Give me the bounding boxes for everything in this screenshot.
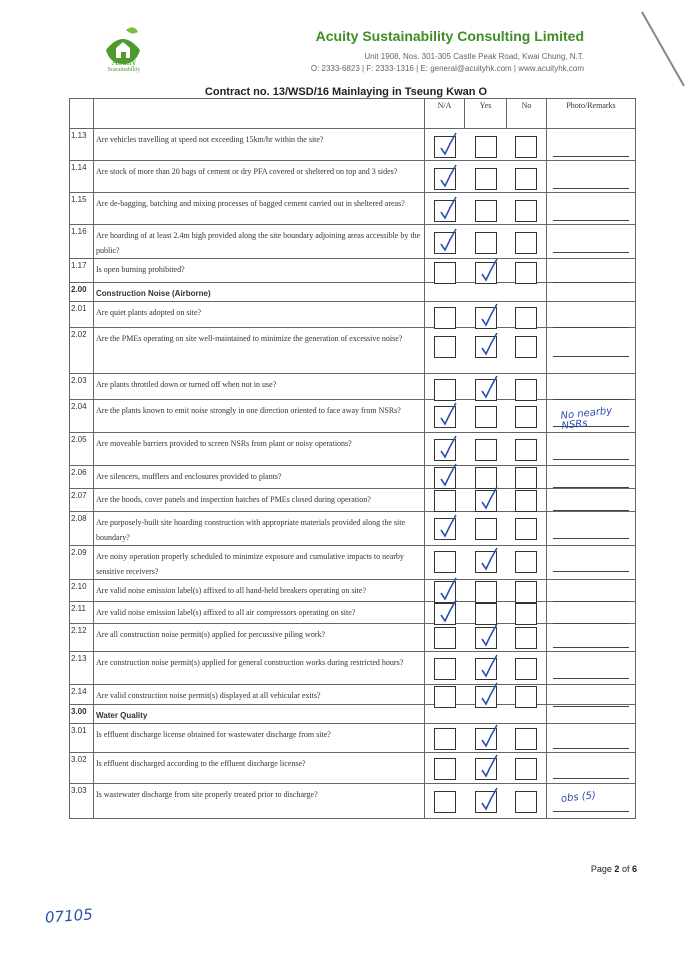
cell-na	[425, 705, 465, 724]
company-address: Unit 1908, Nos. 301-305 Castle Peak Road, Kwai Chung, N.T.	[364, 52, 584, 61]
question-text: Are plants throttled down or turned off when not in use?	[94, 374, 425, 400]
row-number: 2.03	[70, 374, 94, 400]
page-of: of	[621, 864, 630, 874]
cell-remarks	[547, 652, 636, 685]
header-remarks: Photo/Remarks	[547, 99, 636, 129]
handwritten-remark: No nearby NSRs	[560, 405, 613, 432]
checkbox-no[interactable]	[515, 406, 537, 428]
table-row	[70, 512, 636, 546]
checkmark-icon	[478, 485, 500, 513]
cell-remarks	[547, 724, 636, 753]
header-no: No	[507, 99, 547, 129]
checkbox-yes[interactable]	[475, 379, 497, 401]
contract-title: Contract no. 13/WSD/16 Mainlaying in Tseung Kwan O	[204, 86, 488, 98]
checkmark-icon	[437, 195, 459, 223]
remark-line[interactable]	[553, 571, 629, 572]
row-number: 2.12	[70, 624, 94, 652]
remark-line[interactable]	[553, 356, 629, 357]
company-contact-block	[311, 51, 584, 75]
company-contact: O: 2333-6823 | F: 2333-1316 | E: general@acuityhk.com | www.acuityhk.com	[310, 64, 584, 73]
scan-edge-line	[636, 10, 688, 90]
cell-yes	[465, 624, 507, 652]
remark-line[interactable]	[553, 678, 629, 679]
question-text: Are noisy operation properly scheduled to minimize exposure and cumulative impacts to nearby sensitive receivers?	[94, 546, 425, 580]
cell-na	[425, 489, 465, 512]
checkbox-na[interactable]	[434, 658, 456, 680]
checkmark-icon	[478, 374, 500, 402]
checkmark-icon	[478, 753, 500, 781]
question-text: Are valid noise emission label(s) affixed to all hand-held breakers operating on site?	[94, 580, 425, 602]
remark-line[interactable]	[553, 811, 629, 812]
question-text: Are the hoods, cover panels and inspection hatches of PMEs closed during operation?	[94, 489, 425, 512]
checkmark-icon	[478, 302, 500, 330]
checkbox-na[interactable]	[434, 168, 456, 190]
row-number: 2.02	[70, 328, 94, 374]
company-name: Acuity Sustainability Consulting Limited	[315, 28, 584, 44]
cell-na	[425, 129, 465, 161]
row-number: 3.02	[70, 753, 94, 784]
table-row	[70, 753, 636, 784]
checkbox-na[interactable]	[434, 379, 456, 401]
checkbox-yes[interactable]	[475, 658, 497, 680]
cell-na	[425, 602, 465, 624]
cell-no	[507, 512, 547, 546]
checkbox-na[interactable]	[434, 603, 456, 625]
table-row	[70, 652, 636, 685]
cell-no	[507, 302, 547, 328]
table-row	[70, 400, 636, 433]
cell-no	[507, 753, 547, 784]
logo-wordmark	[88, 58, 160, 74]
question-text: Are valid noise emission label(s) affixed to all air compressors operating on site?	[94, 602, 425, 624]
checkmark-icon	[478, 622, 500, 650]
checkmark-icon	[478, 723, 500, 751]
cell-na	[425, 753, 465, 784]
cell-no	[507, 129, 547, 161]
table-row	[70, 225, 636, 259]
remark-line[interactable]	[553, 778, 629, 779]
cell-yes	[465, 652, 507, 685]
cell-no	[507, 193, 547, 225]
cell-remarks	[547, 705, 636, 724]
row-number: 2.08	[70, 512, 94, 546]
cell-no	[507, 433, 547, 466]
cell-yes	[465, 724, 507, 753]
cell-yes	[465, 328, 507, 374]
cell-remarks	[547, 374, 636, 400]
cell-no	[507, 652, 547, 685]
row-number: 2.10	[70, 580, 94, 602]
cell-no	[507, 602, 547, 624]
cell-yes	[465, 193, 507, 225]
remark-line[interactable]	[553, 156, 629, 157]
cell-no	[507, 546, 547, 580]
cell-na	[425, 225, 465, 259]
cell-no	[507, 466, 547, 489]
checkbox-no[interactable]	[515, 728, 537, 750]
cell-yes	[465, 225, 507, 259]
row-number: 3.03	[70, 784, 94, 819]
question-text: Are de-bagging, batching and mixing processes of bagged cement carried out in sheltered areas?	[94, 193, 425, 225]
checkbox-na[interactable]	[434, 490, 456, 512]
checkbox-no[interactable]	[515, 758, 537, 780]
row-number: 3.00	[70, 705, 94, 724]
cell-remarks	[547, 433, 636, 466]
table-row	[70, 685, 636, 705]
cell-no	[507, 374, 547, 400]
cell-na	[425, 546, 465, 580]
header-yes: Yes	[465, 99, 507, 129]
checkbox-yes[interactable]	[475, 262, 497, 284]
cell-no	[507, 225, 547, 259]
cell-na	[425, 283, 465, 302]
cell-remarks	[547, 624, 636, 652]
checkbox-yes[interactable]	[475, 551, 497, 573]
page-total: 6	[631, 864, 637, 874]
table-row	[70, 129, 636, 161]
checkmark-icon	[478, 786, 500, 814]
header-question	[94, 99, 425, 129]
cell-yes	[465, 374, 507, 400]
remark-line[interactable]	[553, 252, 629, 253]
cell-yes	[465, 580, 507, 602]
checkbox-no[interactable]	[515, 168, 537, 190]
checkbox-na[interactable]	[434, 627, 456, 649]
checkmark-icon	[437, 227, 459, 255]
checkbox-na[interactable]	[434, 200, 456, 222]
checkbox-no[interactable]	[515, 551, 537, 573]
cell-yes	[465, 129, 507, 161]
checkbox-yes[interactable]	[475, 728, 497, 750]
cell-na	[425, 784, 465, 819]
cell-yes	[465, 546, 507, 580]
row-number: 2.11	[70, 602, 94, 624]
cell-yes	[465, 302, 507, 328]
table-row	[70, 302, 636, 328]
page-number	[591, 864, 637, 874]
question-text: Are the PMEs operating on site well-maintained to minimize the generation of excessive noise?	[94, 328, 425, 374]
handwritten-remark: obs (5)	[560, 790, 597, 805]
checkbox-no[interactable]	[515, 603, 537, 625]
row-number: 1.13	[70, 129, 94, 161]
cell-na	[425, 302, 465, 328]
checkbox-na[interactable]	[434, 262, 456, 284]
cell-na	[425, 433, 465, 466]
remark-line[interactable]	[553, 188, 629, 189]
checkbox-yes[interactable]	[475, 232, 497, 254]
checkbox-na[interactable]	[434, 791, 456, 813]
question-text: Are purposely-built site hoarding construction with appropriate materials provided along the site boundary?	[94, 512, 425, 546]
checkbox-no[interactable]	[515, 627, 537, 649]
checkbox-na[interactable]	[434, 336, 456, 358]
cell-na	[425, 512, 465, 546]
row-number: 1.17	[70, 259, 94, 283]
question-text: Are the plants known to emit noise strongly in one direction oriented to face away from NSRs?	[94, 400, 425, 433]
cell-yes	[465, 602, 507, 624]
checkbox-na[interactable]	[434, 728, 456, 750]
row-number: 1.14	[70, 161, 94, 193]
remark-line[interactable]	[553, 647, 629, 648]
cell-remarks	[547, 283, 636, 302]
checkbox-no[interactable]	[515, 581, 537, 603]
question-text: Is effluent discharge license obtained for wastewater discharge from site?	[94, 724, 425, 753]
cell-na	[425, 685, 465, 705]
row-number: 3.01	[70, 724, 94, 753]
checkbox-na[interactable]	[434, 439, 456, 461]
row-number: 1.15	[70, 193, 94, 225]
cell-yes	[465, 512, 507, 546]
checkbox-no[interactable]	[515, 439, 537, 461]
cell-remarks	[547, 580, 636, 602]
checkbox-na[interactable]	[434, 406, 456, 428]
checkmark-icon	[437, 131, 459, 159]
cell-yes	[465, 489, 507, 512]
table-header-row	[70, 99, 636, 129]
remark-line[interactable]	[553, 538, 629, 539]
cell-remarks	[547, 302, 636, 328]
checkbox-no[interactable]	[515, 232, 537, 254]
row-number: 2.06	[70, 466, 94, 489]
table-row	[70, 259, 636, 283]
checkmark-icon	[437, 401, 459, 429]
row-number: 2.09	[70, 546, 94, 580]
cell-no	[507, 784, 547, 819]
row-number: 2.05	[70, 433, 94, 466]
row-number: 2.14	[70, 685, 94, 705]
section-heading: Water Quality	[94, 705, 425, 724]
question-text: Are all construction noise permit(s) applied for percussive piling work?	[94, 624, 425, 652]
cell-no	[507, 328, 547, 374]
checkbox-yes[interactable]	[475, 136, 497, 158]
cell-remarks	[547, 225, 636, 259]
cell-remarks	[547, 400, 636, 433]
checkbox-yes[interactable]	[475, 490, 497, 512]
checkmark-icon	[437, 434, 459, 462]
cell-remarks	[547, 489, 636, 512]
cell-remarks	[547, 193, 636, 225]
question-text: Are silencers, mufflers and enclosures provided to plants?	[94, 466, 425, 489]
checkbox-no[interactable]	[515, 136, 537, 158]
cell-na	[425, 328, 465, 374]
checkbox-no[interactable]	[515, 200, 537, 222]
checkmark-icon	[478, 331, 500, 359]
checkmark-icon	[437, 513, 459, 541]
checkmark-icon	[437, 598, 459, 626]
remark-line[interactable]	[553, 220, 629, 221]
cell-na	[425, 259, 465, 283]
checkbox-no[interactable]	[515, 336, 537, 358]
checkmark-icon	[478, 546, 500, 574]
question-text: Are valid construction noise permit(s) displayed at all vehicular exits?	[94, 685, 425, 705]
cell-no	[507, 624, 547, 652]
checkmark-icon	[478, 257, 500, 285]
checkbox-no[interactable]	[515, 467, 537, 489]
checkbox-no[interactable]	[515, 658, 537, 680]
table-row	[70, 433, 636, 466]
cell-no	[507, 685, 547, 705]
question-text: Is wastewater discharge from site properly treated prior to discharge?	[94, 784, 425, 819]
cell-remarks	[547, 512, 636, 546]
cell-yes	[465, 283, 507, 302]
cell-no	[507, 580, 547, 602]
cell-yes	[465, 753, 507, 784]
question-text: Are hoarding of at least 2.4m high provided along the site boundary adjoining areas accessible by the public?	[94, 225, 425, 259]
checkbox-yes[interactable]	[475, 791, 497, 813]
question-text: Are vehicles travelling at speed not exceeding 15km/hr within the site?	[94, 129, 425, 161]
cell-no	[507, 400, 547, 433]
checklist-table	[69, 98, 636, 819]
cell-remarks	[547, 784, 636, 819]
checkbox-no[interactable]	[515, 307, 537, 329]
checkbox-yes[interactable]	[475, 406, 497, 428]
cell-remarks	[547, 129, 636, 161]
row-number: 2.00	[70, 283, 94, 302]
question-text: Are quiet plants adopted on site?	[94, 302, 425, 328]
cell-no	[507, 259, 547, 283]
cell-yes	[465, 400, 507, 433]
cell-remarks	[547, 466, 636, 489]
question-text: Is open burning prohibited?	[94, 259, 425, 283]
row-number: 2.01	[70, 302, 94, 328]
cell-remarks	[547, 546, 636, 580]
header-num	[70, 99, 94, 129]
table-row	[70, 602, 636, 624]
question-text: Are stock of more than 20 bags of cement or dry PFA covered or sheltered on top and 3 sides?	[94, 161, 425, 193]
checkbox-yes[interactable]	[475, 627, 497, 649]
checkbox-no[interactable]	[515, 379, 537, 401]
checkbox-na[interactable]	[434, 307, 456, 329]
table-row	[70, 283, 636, 302]
cell-na	[425, 400, 465, 433]
cell-na	[425, 724, 465, 753]
question-text: Are moveable barriers provided to screen NSRs from plant or noisy operations?	[94, 433, 425, 466]
cell-yes	[465, 685, 507, 705]
question-text: Are construction noise permit(s) applied for general construction works during restricted hours?	[94, 652, 425, 685]
cell-remarks	[547, 753, 636, 784]
page-current: 2	[614, 864, 620, 874]
checkbox-na[interactable]	[434, 551, 456, 573]
cell-na	[425, 374, 465, 400]
checkmark-icon	[437, 462, 459, 490]
table-row	[70, 624, 636, 652]
checkbox-na[interactable]	[434, 136, 456, 158]
cell-na	[425, 161, 465, 193]
checkbox-yes[interactable]	[475, 518, 497, 540]
checkbox-yes[interactable]	[475, 336, 497, 358]
cell-yes	[465, 705, 507, 724]
cell-remarks	[547, 685, 636, 705]
cell-remarks	[547, 259, 636, 283]
cell-remarks	[547, 161, 636, 193]
checkbox-no[interactable]	[515, 518, 537, 540]
checkbox-yes[interactable]	[475, 307, 497, 329]
row-number: 2.13	[70, 652, 94, 685]
cell-yes	[465, 259, 507, 283]
cell-remarks	[547, 328, 636, 374]
table-row	[70, 580, 636, 602]
cell-no	[507, 705, 547, 724]
checkbox-yes[interactable]	[475, 439, 497, 461]
table-row	[70, 161, 636, 193]
table-row	[70, 784, 636, 819]
checkbox-na[interactable]	[434, 518, 456, 540]
cell-na	[425, 652, 465, 685]
row-number: 1.16	[70, 225, 94, 259]
logo-subtitle: Sustainability	[107, 67, 141, 73]
cell-no	[507, 283, 547, 302]
row-number: 2.07	[70, 489, 94, 512]
table-row	[70, 193, 636, 225]
question-text: Is effluent discharged according to the effluent discharge license?	[94, 753, 425, 784]
table-row	[70, 705, 636, 724]
remark-line[interactable]	[553, 459, 629, 460]
table-row	[70, 724, 636, 753]
cell-remarks	[547, 602, 636, 624]
checkbox-no[interactable]	[515, 262, 537, 284]
table-row	[70, 466, 636, 489]
table-row	[70, 374, 636, 400]
table-row	[70, 546, 636, 580]
page-label: Page	[590, 864, 612, 874]
cell-no	[507, 489, 547, 512]
logo-name: Acuity	[111, 57, 137, 67]
checkbox-yes[interactable]	[475, 758, 497, 780]
cell-yes	[465, 161, 507, 193]
cell-yes	[465, 784, 507, 819]
checkbox-na[interactable]	[434, 758, 456, 780]
checkmark-icon	[478, 653, 500, 681]
cell-na	[425, 624, 465, 652]
checkbox-yes[interactable]	[475, 168, 497, 190]
section-heading: Construction Noise (Airborne)	[94, 283, 425, 302]
cell-na	[425, 193, 465, 225]
checkbox-no[interactable]	[515, 791, 537, 813]
table-row	[70, 489, 636, 512]
cell-yes	[465, 433, 507, 466]
checkbox-no[interactable]	[515, 490, 537, 512]
header-na: N/A	[425, 99, 465, 129]
checkbox-yes[interactable]	[475, 581, 497, 603]
handwritten-ref: 07105	[44, 905, 94, 927]
checkbox-na[interactable]	[434, 467, 456, 489]
cell-na	[425, 466, 465, 489]
checkmark-icon	[437, 163, 459, 191]
cell-no	[507, 724, 547, 753]
row-number: 2.04	[70, 400, 94, 433]
remark-line[interactable]	[553, 748, 629, 749]
checkbox-na[interactable]	[434, 232, 456, 254]
cell-no	[507, 161, 547, 193]
checkbox-yes[interactable]	[475, 200, 497, 222]
table-row	[70, 328, 636, 374]
